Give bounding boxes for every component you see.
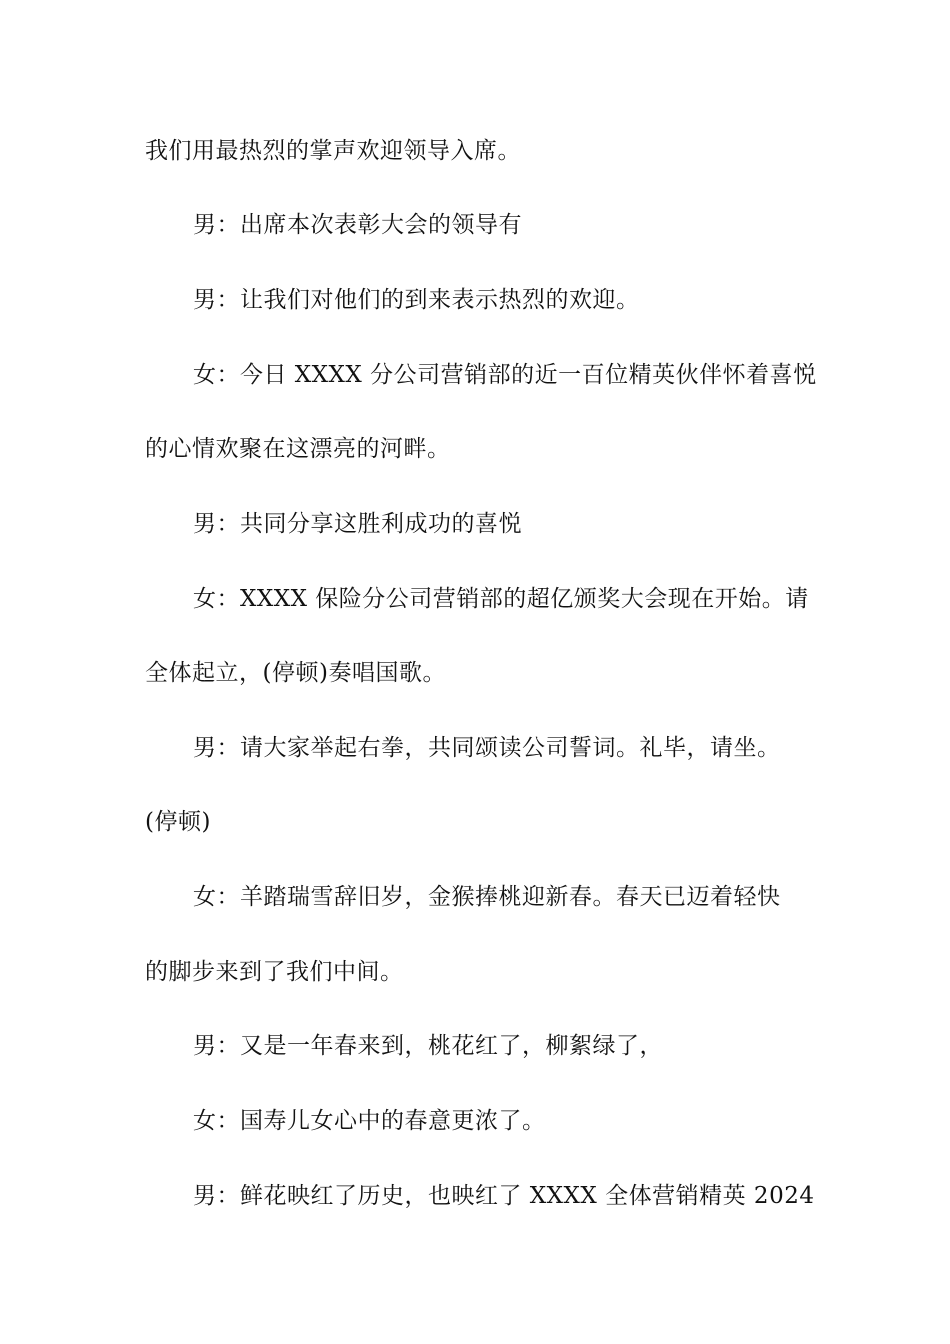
text-line: 我们用最热烈的掌声欢迎领导入席。 <box>145 138 521 164</box>
text-line: 女：国寿儿女心中的春意更浓了。 <box>193 1108 546 1134</box>
text-line: 的脚步来到了我们中间。 <box>145 959 404 985</box>
text-line: 男：又是一年春来到，桃花红了，柳絮绿了， <box>193 1033 663 1059</box>
text-line: 全体起立，(停顿)奏唱国歌。 <box>145 660 446 686</box>
text-line: 女：今日 XXXX 分公司营销部的近一百位精英伙伴怀着喜悦 <box>193 362 817 388</box>
text-line: 男：请大家举起右拳，共同颂读公司誓词。礼毕，请坐。 <box>193 735 781 761</box>
text-line: 女：羊踏瑞雪辞旧岁，金猴捧桃迎新春。春天已迈着轻快 <box>193 884 781 910</box>
text-line: (停顿) <box>145 809 211 835</box>
text-line: 男：出席本次表彰大会的领导有 <box>193 212 522 238</box>
text-line: 男：让我们对他们的到来表示热烈的欢迎。 <box>193 287 640 313</box>
text-line: 女：XXXX 保险分公司营销部的超亿颁奖大会现在开始。请 <box>193 586 809 612</box>
text-line: 的心情欢聚在这漂亮的河畔。 <box>145 436 451 462</box>
text-line: 男：鲜花映红了历史，也映红了 XXXX 全体营销精英 2024 <box>193 1183 815 1209</box>
text-line: 男：共同分享这胜利成功的喜悦 <box>193 511 522 537</box>
